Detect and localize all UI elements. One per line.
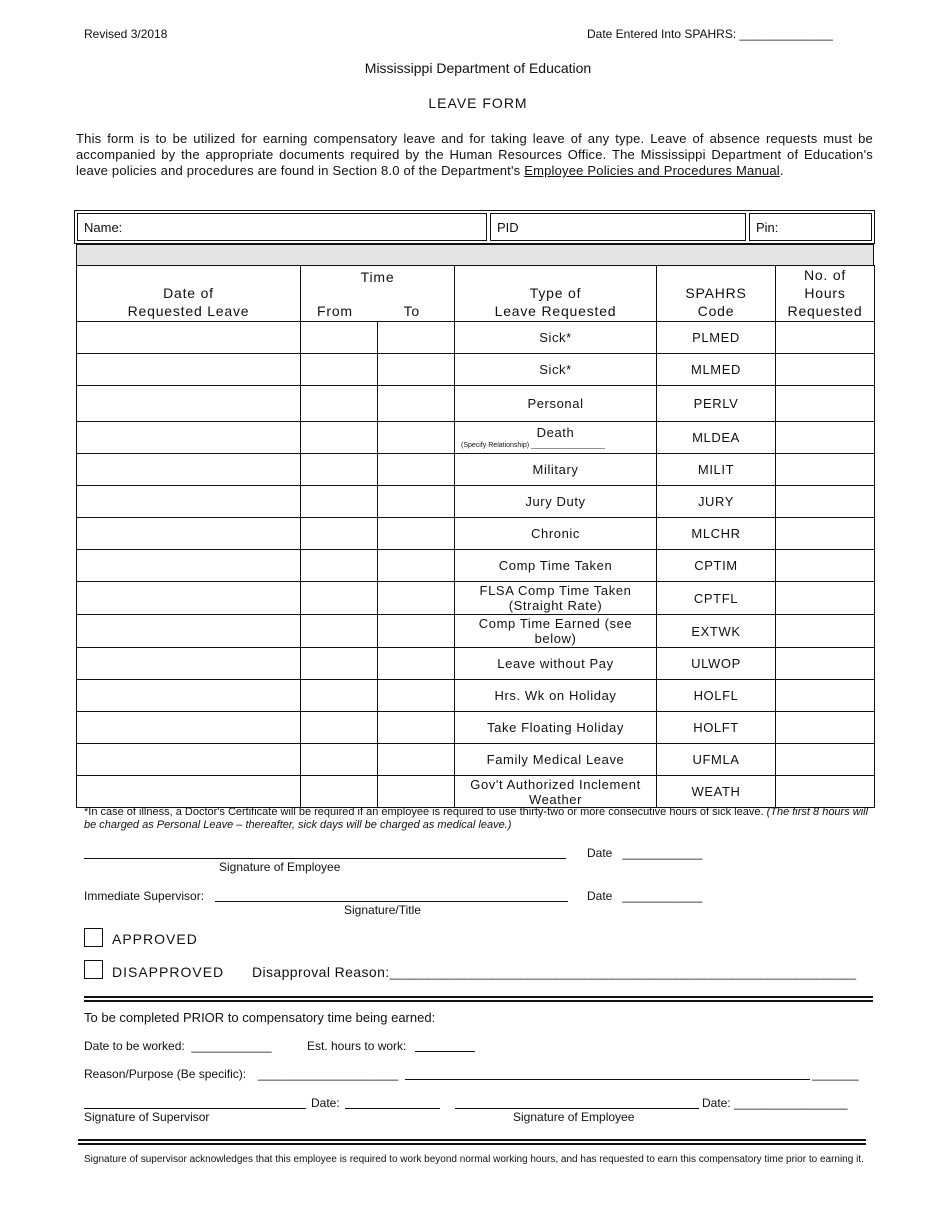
date-to-be-worked[interactable]: Date to be worked: ____________ — [84, 1039, 272, 1053]
date-cell[interactable] — [77, 354, 301, 386]
hours-cell[interactable] — [776, 680, 875, 712]
leave-table — [76, 265, 875, 808]
date-entered-label: Date Entered Into SPAHRS: — [587, 27, 737, 41]
reason-blank-end[interactable]: _______ — [812, 1067, 859, 1081]
hours-cell[interactable] — [776, 454, 875, 486]
supervisor-signature-line[interactable] — [215, 901, 568, 902]
date-cell[interactable] — [77, 454, 301, 486]
header-hours: No. of Hours Requested — [776, 266, 875, 322]
spahrs-code-cell: EXTWK — [657, 615, 776, 648]
leave-row — [77, 422, 875, 454]
leave-type-cell — [455, 776, 657, 808]
from-cell[interactable] — [301, 550, 378, 582]
from-cell[interactable] — [301, 712, 378, 744]
revised-date: Revised 3/2018 — [84, 27, 168, 41]
leave-row — [77, 615, 875, 648]
leave-type-label: Leave without Pay — [497, 656, 614, 671]
employee-comp-date[interactable]: Date: _________________ — [702, 1096, 848, 1110]
header-date: Date of Requested Leave — [77, 266, 301, 322]
leave-type-label: Take Floating Holiday — [487, 720, 624, 735]
leave-row — [77, 454, 875, 486]
approved-label: APPROVED — [112, 931, 198, 947]
leave-type-label: Personal — [527, 396, 584, 411]
hours-cell[interactable] — [776, 422, 875, 454]
to-cell[interactable] — [378, 550, 455, 582]
hours-cell[interactable] — [776, 712, 875, 744]
to-cell[interactable] — [378, 422, 455, 454]
intro-end: . — [779, 163, 784, 178]
gray-separator-bar — [76, 244, 874, 266]
reason-blank-start[interactable]: _____________________ — [258, 1067, 399, 1081]
name-field[interactable] — [77, 213, 487, 241]
date-cell[interactable] — [77, 518, 301, 550]
spahrs-code-cell: MLCHR — [657, 518, 776, 550]
from-cell[interactable] — [301, 386, 378, 422]
hours-cell[interactable] — [776, 322, 875, 354]
hours-cell[interactable] — [776, 386, 875, 422]
leave-row — [77, 582, 875, 615]
hours-cell[interactable] — [776, 354, 875, 386]
to-cell[interactable] — [378, 776, 455, 808]
spahrs-code-cell: WEATH — [657, 776, 776, 808]
from-cell[interactable] — [301, 615, 378, 648]
supervisor-caption: Signature/Title — [344, 903, 421, 917]
name-label: Name: — [84, 220, 123, 235]
approved-checkbox[interactable] — [84, 928, 103, 947]
leave-type-cell — [455, 582, 657, 615]
leave-type-cell — [455, 680, 657, 712]
date-cell[interactable] — [77, 386, 301, 422]
date-cell[interactable] — [77, 582, 301, 615]
policy-manual-link[interactable]: Employee Policies and Procedures Manual — [524, 163, 780, 178]
from-cell[interactable] — [301, 744, 378, 776]
date-cell[interactable] — [77, 615, 301, 648]
leave-type-cell — [455, 648, 657, 680]
sick-leave-footnote: *In case of illness, a Doctor's Certificate will be required if an employee is required to use thirty-two or more consecutive hours of sick leave. (The first 8 hours will be charged as Personal Leave – thereafter, sick days will be charged as medical leave.) — [84, 806, 869, 831]
est-hours-label: Est. hours to work: — [307, 1039, 407, 1053]
leave-row — [77, 354, 875, 386]
to-cell[interactable] — [378, 712, 455, 744]
leave-row — [77, 712, 875, 744]
date-entered-blank[interactable]: ______________ — [739, 27, 833, 41]
leave-type-label: Jury Duty — [525, 494, 586, 509]
from-cell[interactable] — [301, 776, 378, 808]
from-cell[interactable] — [301, 322, 378, 354]
header-to: To — [403, 303, 421, 319]
date-cell[interactable] — [77, 712, 301, 744]
form-title: LEAVE FORM — [428, 95, 528, 111]
leave-type-cell — [455, 518, 657, 550]
to-cell[interactable] — [378, 322, 455, 354]
date-cell[interactable] — [77, 648, 301, 680]
date-cell[interactable] — [77, 776, 301, 808]
to-cell[interactable] — [378, 744, 455, 776]
to-cell[interactable] — [378, 648, 455, 680]
leave-row — [77, 648, 875, 680]
leave-row — [77, 486, 875, 518]
leave-type-label: Chronic — [531, 526, 581, 541]
leave-type-label: Hrs. Wk on Holiday — [494, 688, 617, 703]
supervisor-label: Immediate Supervisor: — [84, 889, 205, 903]
leave-type-label: Gov't Authorized Inclement Weather — [470, 776, 641, 807]
comp-section-intro: To be completed PRIOR to compensatory time being earned: — [84, 1010, 436, 1025]
leave-type-label: Comp Time Earned (see below) — [478, 616, 633, 646]
leave-type-cell — [455, 386, 657, 422]
spahrs-code-cell: PERLV — [657, 386, 776, 422]
bottom-note: Signature of supervisor acknowledges that this employee is required to work beyond normal working hours, and has requested to earn this compensatory time prior to earning it. — [84, 1154, 864, 1165]
employee-comp-caption: Signature of Employee — [513, 1110, 635, 1124]
supervisor-comp-caption: Signature of Supervisor — [84, 1110, 210, 1124]
from-cell[interactable] — [301, 648, 378, 680]
hours-cell[interactable] — [776, 776, 875, 808]
to-cell[interactable] — [378, 615, 455, 648]
employee-comp-signature-line[interactable] — [455, 1108, 699, 1109]
employee-signature-caption: Signature of Employee — [219, 860, 341, 874]
leave-row — [77, 776, 875, 808]
leave-type-cell — [455, 615, 657, 648]
date-cell[interactable] — [77, 744, 301, 776]
disapproval-reason[interactable]: Disapproval Reason:__________________________________________________________________ — [252, 964, 857, 980]
leave-type-cell — [455, 744, 657, 776]
leave-type-cell — [455, 454, 657, 486]
leave-type-label: Military — [532, 462, 579, 477]
supervisor-comp-signature-line[interactable] — [84, 1108, 306, 1109]
leave-type-label: Comp Time Taken — [498, 558, 613, 573]
spahrs-code-cell: PLMED — [657, 322, 776, 354]
disapproved-checkbox[interactable] — [84, 960, 103, 979]
leave-row — [77, 550, 875, 582]
date-cell[interactable] — [77, 422, 301, 454]
hours-cell[interactable] — [776, 518, 875, 550]
header-time-label: Time — [360, 269, 395, 285]
to-cell[interactable] — [378, 386, 455, 422]
pid-label: PID — [497, 220, 519, 235]
spahrs-code-cell: CPTFL — [657, 582, 776, 615]
reason-purpose-label: Reason/Purpose (Be specific): — [84, 1067, 247, 1081]
date-entered-spahrs[interactable] — [587, 27, 833, 41]
hours-cell[interactable] — [776, 615, 875, 648]
leave-row — [77, 744, 875, 776]
header-from: From — [317, 303, 353, 319]
header-type: Type of Leave Requested — [455, 266, 657, 322]
employee-date[interactable]: Date ____________ — [587, 846, 703, 860]
spahrs-code-cell: UFMLA — [657, 744, 776, 776]
leave-type-cell — [455, 712, 657, 744]
spahrs-code-cell: MLMED — [657, 354, 776, 386]
supervisor-comp-date-line[interactable] — [345, 1108, 440, 1109]
to-cell[interactable] — [378, 582, 455, 615]
leave-row — [77, 386, 875, 422]
specify-relationship-note[interactable]: (Specify Relationship) ___________________ — [461, 442, 606, 449]
leave-type-label: Family Medical Leave — [486, 752, 625, 767]
footnote-italic: (The first 8 hours will be charged as Personal Leave – thereafter, sick days will be charged as medical leave.) — [84, 806, 869, 831]
from-cell[interactable] — [301, 422, 378, 454]
pin-field[interactable] — [749, 213, 872, 241]
to-cell[interactable] — [378, 454, 455, 486]
supervisor-date[interactable]: Date ____________ — [587, 889, 703, 903]
reason-line[interactable] — [405, 1079, 810, 1080]
header-time — [301, 266, 455, 322]
intro-paragraph — [76, 131, 873, 179]
leave-row — [77, 518, 875, 550]
intro-text: This form is to be utilized for earning compensatory leave and for taking leave of any type. Leave of absence requests must be accompanied by the appropriate documents required by the Human Resources Office. The Mississippi Department of Education's leave policies and procedures are found in Section 8.0 of the Department's — [76, 131, 873, 178]
from-cell[interactable] — [301, 354, 378, 386]
spahrs-code-cell: HOLFT — [657, 712, 776, 744]
leave-type-cell — [455, 322, 657, 354]
supervisor-comp-date-label: Date: — [311, 1096, 340, 1110]
from-cell[interactable] — [301, 680, 378, 712]
leave-type-cell — [455, 354, 657, 386]
pin-label: Pin: — [756, 220, 779, 235]
header-code: SPAHRS Code — [657, 266, 776, 322]
est-hours-line[interactable] — [415, 1051, 475, 1052]
from-cell[interactable] — [301, 518, 378, 550]
spahrs-code-cell: ULWOP — [657, 648, 776, 680]
spahrs-code-cell: MILIT — [657, 454, 776, 486]
date-cell[interactable] — [77, 550, 301, 582]
to-cell[interactable] — [378, 518, 455, 550]
leave-row — [77, 680, 875, 712]
to-cell[interactable] — [378, 486, 455, 518]
to-cell[interactable] — [378, 680, 455, 712]
spahrs-code-cell: JURY — [657, 486, 776, 518]
bottom-divider — [78, 1139, 866, 1145]
hours-cell[interactable] — [776, 582, 875, 615]
from-cell[interactable] — [301, 454, 378, 486]
spahrs-code-cell: HOLFL — [657, 680, 776, 712]
leave-type-cell — [455, 422, 657, 454]
hours-cell[interactable] — [776, 550, 875, 582]
from-cell[interactable] — [301, 582, 378, 615]
from-cell[interactable] — [301, 486, 378, 518]
disapproved-label: DISAPPROVED — [112, 964, 225, 980]
section-divider — [84, 996, 873, 1002]
date-cell[interactable] — [77, 680, 301, 712]
leave-row — [77, 322, 875, 354]
spahrs-code-cell: MLDEA — [657, 422, 776, 454]
employee-signature-line[interactable] — [84, 858, 566, 859]
leave-type-label: Sick* — [539, 330, 572, 345]
leave-type-cell — [455, 486, 657, 518]
spahrs-code-cell: CPTIM — [657, 550, 776, 582]
date-cell[interactable] — [77, 322, 301, 354]
pid-field[interactable] — [490, 213, 746, 241]
to-cell[interactable] — [378, 354, 455, 386]
leave-type-cell — [455, 550, 657, 582]
leave-type-label: FLSA Comp Time Taken (Straight Rate) — [479, 583, 632, 613]
hours-cell[interactable] — [776, 744, 875, 776]
leave-type-label: Sick* — [539, 362, 572, 377]
leave-type-label: Death — [536, 425, 575, 440]
hours-cell[interactable] — [776, 648, 875, 680]
date-cell[interactable] — [77, 486, 301, 518]
hours-cell[interactable] — [776, 486, 875, 518]
department-name: Mississippi Department of Education — [364, 60, 592, 76]
